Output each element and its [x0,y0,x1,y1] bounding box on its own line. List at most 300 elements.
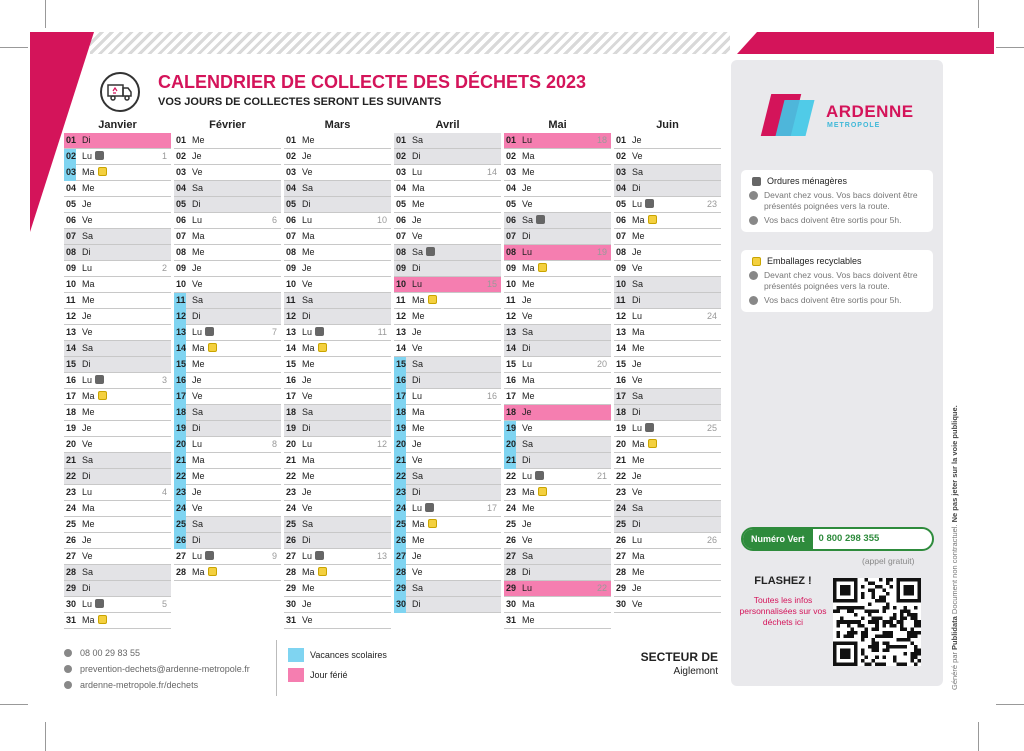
day-number: 13 [506,327,517,337]
day-number: 29 [66,583,77,593]
day-number: 06 [616,215,627,225]
day-row [614,405,721,421]
day-row [174,469,281,485]
day-row [504,581,611,597]
day-row [614,309,721,325]
day-name: Ve [412,455,423,465]
day-name: Me [522,279,535,289]
day-number: 01 [66,135,77,145]
numero-vert-number[interactable]: 0 800 298 355 [818,533,880,544]
day-number: 18 [176,407,187,417]
day-name: Je [632,583,642,593]
day-name: Je [302,375,312,385]
day-name: Sa [302,407,314,417]
day-name: Lu [412,503,423,513]
week-number: 2 [161,263,167,273]
day-row [504,341,611,357]
day-name: Ve [412,567,423,577]
day-name: Lu [632,311,643,321]
day-row [284,325,391,341]
day-number: 10 [506,279,517,289]
day-row [614,373,721,389]
day-number: 04 [66,183,77,193]
day-number: 26 [176,535,187,545]
info-card-recyclables [741,250,933,312]
day-name: Di [632,295,641,305]
day-row [394,581,501,597]
day-row [174,181,281,197]
legend-label: Vacances scolaires [310,650,387,660]
day-name: Ma [82,615,95,625]
day-row [394,277,501,293]
recycling-bin-icon [538,487,547,496]
day-name: Je [412,327,422,337]
day-row [504,277,611,293]
day-number: 29 [286,583,297,593]
day-row [174,517,281,533]
day-number: 29 [616,583,627,593]
day-number: 21 [506,455,517,465]
day-number: 21 [286,455,297,465]
day-number: 17 [66,391,77,401]
day-name: Je [522,295,532,305]
month-name: Mai [548,119,567,131]
day-name: Me [522,391,535,401]
day-row [174,133,281,149]
contact-web[interactable] [64,680,198,690]
info-card-title: Emballages recyclables [767,256,862,266]
day-name: Ve [522,199,533,209]
day-name: Lu [522,247,533,257]
day-name: Di [192,423,201,433]
day-name: Me [522,167,535,177]
day-number: 08 [616,247,627,257]
day-name: Me [412,311,425,321]
web-text[interactable]: ardenne-metropole.fr/dechets [80,680,199,690]
page-title: CALENDRIER DE COLLECTE DES DÉCHETS 2023 [158,72,587,92]
day-number: 11 [66,295,76,305]
day-row [284,229,391,245]
week-number: 15 [486,279,497,289]
day-name: Sa [632,503,644,513]
qr-code[interactable] [833,578,921,666]
day-number: 06 [396,215,407,225]
day-number: 10 [616,279,627,289]
day-name: Ve [192,167,203,177]
phone-text[interactable]: 08 00 29 83 55 [80,648,141,658]
recycling-bin-icon [752,257,761,266]
day-name: Di [302,311,311,321]
day-name: Je [632,135,642,145]
day-name: Lu [192,215,203,225]
numero-vert-box[interactable] [741,527,934,551]
day-name: Di [82,247,91,257]
day-row [614,469,721,485]
day-name: Di [522,343,531,353]
day-row [504,149,611,165]
day-row [504,597,611,613]
day-name: Sa [192,295,204,305]
trash-bin-icon [752,177,761,186]
day-number: 20 [286,439,297,449]
day-row [394,357,501,373]
info-card-text: Devant chez vous. Vos bacs doivent être présentés poignées vers la route. [764,270,918,291]
day-row [394,133,501,149]
recycling-bin-icon [98,167,107,176]
day-name: Sa [302,295,314,305]
day-number: 28 [616,567,627,577]
info-card-ordures [741,170,933,232]
contact-email[interactable] [64,664,250,674]
day-row [394,597,501,613]
day-name: Ve [192,503,203,513]
day-number: 08 [176,247,187,257]
trash-bin-icon [205,327,214,336]
day-row [284,181,391,197]
day-name: Di [82,583,91,593]
day-row [64,437,171,453]
day-number: 04 [506,183,517,193]
legend-holiday [288,668,348,682]
day-row [174,149,281,165]
legend-swatch-pink [288,668,304,682]
day-name: Lu [632,423,643,433]
day-name: Di [632,407,641,417]
day-number: 15 [396,359,407,369]
clock-icon [749,296,758,305]
legend-vacation [288,648,387,662]
day-number: 27 [396,551,407,561]
day-number: 03 [616,167,627,177]
day-name: Ve [632,151,643,161]
day-name: Ve [522,311,533,321]
week-number: 4 [161,487,167,497]
week-number: 19 [596,247,607,257]
day-name: Me [632,343,645,353]
mail-icon [64,665,72,673]
day-number: 24 [176,503,187,513]
day-row [64,229,171,245]
day-name: Di [82,471,91,481]
day-name: Sa [632,391,644,401]
day-number: 22 [506,471,517,481]
week-number: 7 [271,327,277,337]
day-number: 13 [176,327,187,337]
day-name: Sa [82,343,94,353]
logo-subtext: METROPOLE [827,122,881,129]
day-row [284,149,391,165]
day-name: Ve [302,279,313,289]
week-number: 8 [271,439,277,449]
trash-bin-icon [536,215,545,224]
day-row [614,581,721,597]
week-number: 16 [486,391,497,401]
day-row [504,453,611,469]
day-row [64,565,171,581]
day-name: Di [302,423,311,433]
day-name: Ma [412,295,425,305]
day-name: Ve [412,231,423,241]
day-row [284,213,391,229]
day-row [394,149,501,165]
day-name: Lu [522,471,533,481]
day-row [394,565,501,581]
day-number: 09 [66,263,77,273]
week-number: 10 [376,215,387,225]
day-name: Di [522,231,531,241]
recycling-bin-icon [98,391,107,400]
day-row [174,453,281,469]
day-row [394,389,501,405]
month-column [64,118,171,629]
day-name: Je [302,151,312,161]
day-number: 06 [286,215,297,225]
day-row [174,373,281,389]
crop-mark [0,704,28,705]
day-number: 11 [286,295,296,305]
day-row [64,453,171,469]
email-text[interactable]: prevention-dechets@ardenne-metropole.fr [80,664,250,674]
week-number: 3 [161,375,167,385]
day-row [614,437,721,453]
day-name: Ma [192,567,205,577]
day-row [174,229,281,245]
info-card-text: Vos bacs doivent être sortis pour 5h. [764,215,902,225]
day-number: 23 [176,487,187,497]
day-name: Je [412,215,422,225]
day-name: Ma [412,407,425,417]
day-row [614,181,721,197]
day-number: 13 [66,327,77,337]
day-row [64,389,171,405]
day-name: Je [522,407,532,417]
day-number: 05 [506,199,517,209]
info-card-text: Devant chez vous. Vos bacs doivent être présentés poignées vers la route. [764,190,918,211]
day-row [614,357,721,373]
day-name: Ma [192,343,205,353]
day-name: Lu [302,327,313,337]
day-number: 12 [506,311,517,321]
day-name: Lu [82,487,93,497]
day-row [504,261,611,277]
recycling-bin-icon [648,439,657,448]
day-number: 14 [176,343,187,353]
day-name: Di [522,567,531,577]
day-name: Me [192,471,205,481]
day-number: 09 [616,263,627,273]
day-number: 08 [286,247,297,257]
day-row [614,133,721,149]
day-name: Je [632,247,642,257]
day-name: Ma [412,183,425,193]
recycling-bin-icon [318,343,327,352]
day-row [64,309,171,325]
day-number: 25 [616,519,627,529]
day-row [64,261,171,277]
day-name: Sa [82,455,94,465]
day-number: 27 [286,551,297,561]
day-name: Ma [632,439,645,449]
day-name: Lu [302,551,313,561]
day-number: 19 [286,423,297,433]
day-number: 23 [66,487,77,497]
day-name: Ma [632,551,645,561]
day-row [64,357,171,373]
day-name: Ma [632,327,645,337]
day-name: Je [82,535,92,545]
day-number: 30 [66,599,77,609]
clock-icon [749,216,758,225]
day-number: 18 [506,407,517,417]
day-number: 16 [286,375,297,385]
day-row [394,373,501,389]
day-number: 25 [286,519,297,529]
day-number: 10 [176,279,187,289]
day-row [174,245,281,261]
day-number: 28 [66,567,77,577]
day-name: Me [522,615,535,625]
day-name: Ve [632,375,643,385]
day-row [504,469,611,485]
day-number: 02 [66,151,77,161]
day-number: 01 [176,135,187,145]
day-name: Je [82,423,92,433]
day-row [64,581,171,597]
day-row [394,181,501,197]
day-row [64,293,171,309]
day-row [174,533,281,549]
day-number: 24 [616,503,627,513]
day-name: Di [192,535,201,545]
hatched-band [90,32,730,54]
crop-mark [978,722,979,751]
day-number: 22 [616,471,627,481]
week-number: 14 [486,167,497,177]
month-column [284,118,391,629]
day-row [394,437,501,453]
day-number: 12 [286,311,297,321]
day-name: Lu [302,215,313,225]
day-row [504,165,611,181]
day-number: 05 [176,199,187,209]
day-row [394,197,501,213]
day-number: 19 [396,423,407,433]
day-number: 03 [506,167,517,177]
trash-bin-icon [426,247,435,256]
contact-phone[interactable] [64,648,140,658]
day-name: Di [632,183,641,193]
day-name: Je [192,151,202,161]
day-name: Sa [302,519,314,529]
day-row [64,549,171,565]
day-number: 06 [176,215,187,225]
day-number: 01 [396,135,407,145]
day-row [284,517,391,533]
week-number: 11 [377,327,387,337]
day-name: Je [82,199,92,209]
day-number: 09 [176,263,187,273]
page-subtitle: VOS JOURS DE COLLECTES SERONT LES SUIVANTS [158,96,442,108]
day-number: 03 [286,167,297,177]
day-name: Di [192,311,201,321]
day-row [174,213,281,229]
day-number: 20 [66,439,77,449]
day-number: 10 [66,279,77,289]
day-row [174,501,281,517]
day-number: 02 [286,151,297,161]
day-number: 08 [506,247,517,257]
trash-bin-icon [645,423,654,432]
day-number: 08 [66,247,77,257]
day-row [614,549,721,565]
day-row [394,165,501,181]
day-name: Lu [192,327,203,337]
day-number: 16 [396,375,407,385]
day-name: Lu [82,263,93,273]
day-row [504,533,611,549]
day-row [284,469,391,485]
day-number: 03 [176,167,187,177]
day-row [614,197,721,213]
crop-mark [996,47,1024,48]
ardenne-metropole-logo [766,94,916,140]
day-number: 24 [286,503,297,513]
day-number: 20 [176,439,187,449]
sector-label: SECTEUR DE [640,650,718,664]
day-row [394,245,501,261]
day-number: 25 [506,519,517,529]
day-number: 21 [66,455,77,465]
day-name: Je [412,551,422,561]
day-number: 20 [396,439,407,449]
pink-top-band [737,32,994,54]
day-name: Je [192,487,202,497]
day-row [64,517,171,533]
day-name: Ma [82,391,95,401]
day-row [614,453,721,469]
day-name: Je [302,487,312,497]
day-name: Lu [412,167,423,177]
day-row [284,245,391,261]
day-number: 27 [66,551,77,561]
day-name: Me [412,423,425,433]
day-name: Je [522,519,532,529]
day-row [174,261,281,277]
day-number: 11 [396,295,406,305]
day-name: Me [632,455,645,465]
day-name: Ma [82,503,95,513]
day-name: Sa [82,231,94,241]
day-number: 04 [616,183,627,193]
day-row [174,357,281,373]
info-card-text: Vos bacs doivent être sortis pour 5h. [764,295,902,305]
day-number: 11 [616,295,626,305]
day-row [394,533,501,549]
day-number: 19 [176,423,187,433]
day-number: 24 [396,503,407,513]
day-name: Sa [192,183,204,193]
truck-icon [100,72,140,112]
day-row [504,357,611,373]
day-name: Je [522,183,532,193]
day-row [284,437,391,453]
day-row [64,469,171,485]
day-number: 31 [506,615,517,625]
day-number: 20 [506,439,517,449]
day-name: Ve [412,343,423,353]
day-row [284,405,391,421]
phone-icon [64,649,72,657]
